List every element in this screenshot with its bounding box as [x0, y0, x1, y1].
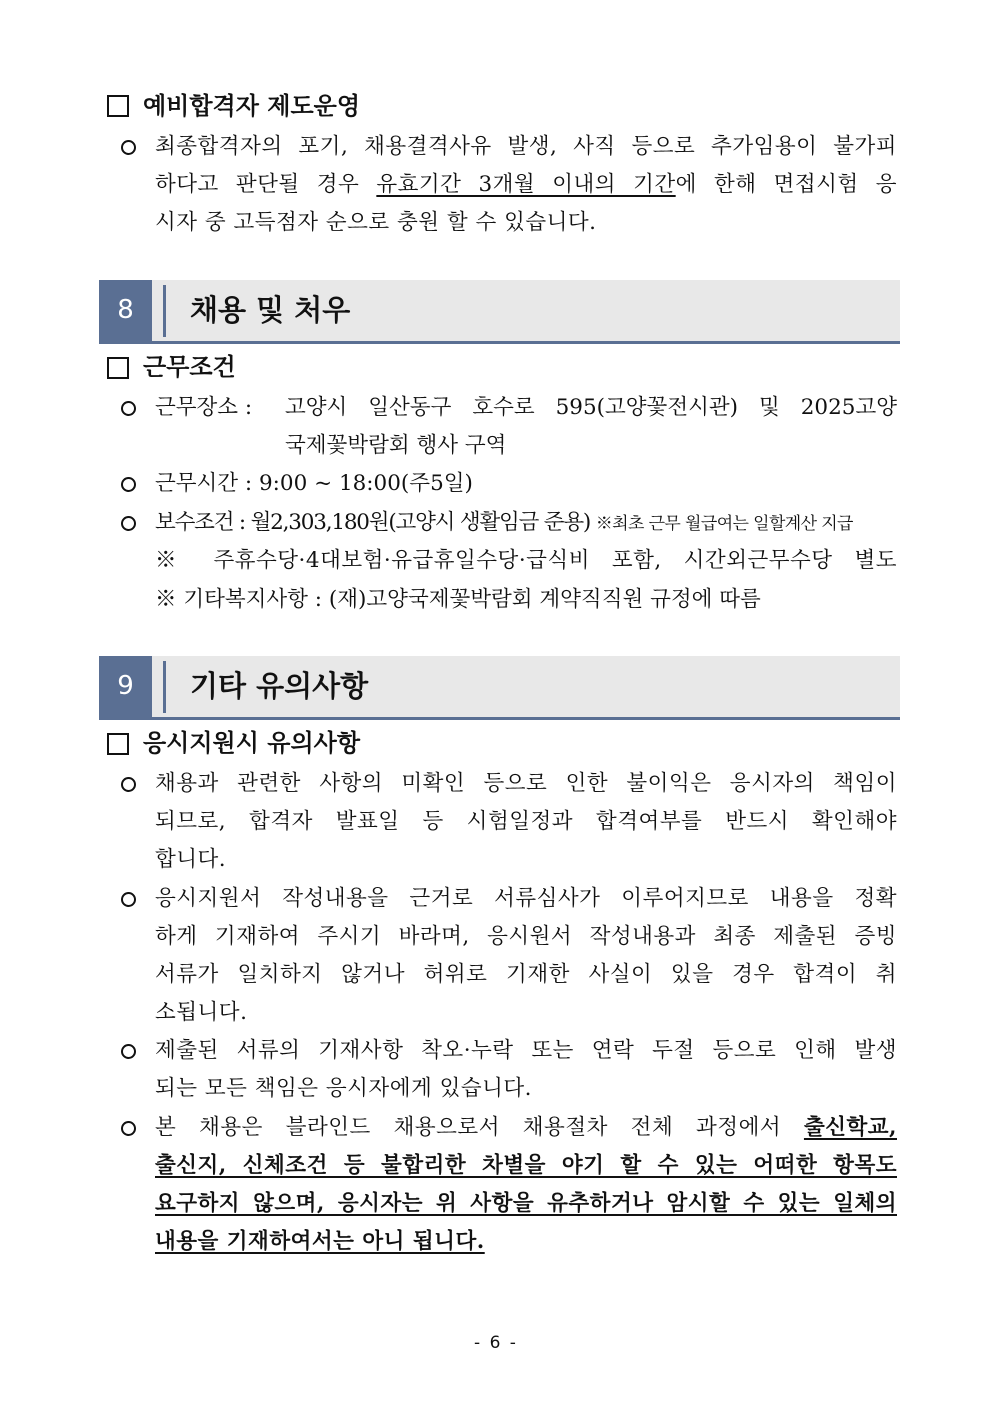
bullet-circle-icon — [121, 401, 136, 416]
bold-underlined-text: 출신학교, — [803, 1115, 897, 1140]
paragraph-line: 소됩니다. — [155, 1000, 248, 1025]
pay-note: ※최초 근무 월급여는 일할계산 지급 — [595, 514, 853, 534]
underlined-text: 유효기간 3개월 이내의 기간 — [376, 172, 676, 197]
bold-underlined-text: 요구하지 않으며, 응시자는 위 사항을 유추하거나 암시할 수 있는 일체의 — [155, 1191, 897, 1216]
bold-underlined-text: 내용을 기재하여서는 아니 됩니다. — [155, 1229, 485, 1254]
welfare-note: ※ 기타복지사항 : (재)고양국제꽃박람회 계약직직원 규정에 따름 — [155, 587, 761, 612]
pay-main: 보수조건 : 월2,303,180원(고양시 생활임금 준용) — [155, 510, 596, 535]
paragraph-line — [155, 1153, 897, 1179]
subheading-work-conditions: 근무조건 — [143, 353, 236, 381]
section-header-9 — [99, 656, 900, 720]
paragraph-line — [155, 1115, 897, 1141]
subheading-application-notes: 응시지원시 유의사항 — [143, 729, 361, 757]
text-span: 에 한해 면접시험 응 — [675, 172, 898, 197]
text-span: 하다고 판단될 경우 — [155, 172, 377, 197]
checkbox-square-icon — [107, 95, 129, 117]
section-divider — [163, 661, 166, 713]
paragraph-line — [155, 1229, 897, 1255]
text-span: 본 채용은 블라인드 채용으로서 채용절차 전체 과정에서 — [155, 1115, 804, 1140]
paragraph-line: 제출된 서류의 기재사항 착오·누락 또는 연락 두절 등으로 인해 발생 — [155, 1038, 897, 1063]
benefit-note: ※ 주휴수당·4대보험·유급휴일수당·급식비 포함, 시간외근무수당 별도 — [155, 548, 897, 573]
work-place-value-cont: 국제꽃박람회 행사 구역 — [285, 433, 507, 458]
pay-conditions — [155, 510, 853, 537]
paragraph-line — [155, 172, 897, 198]
paragraph-line: 되는 모든 책임은 응시자에게 있습니다. — [155, 1076, 532, 1101]
bullet-circle-icon — [121, 140, 136, 155]
section-number: 9 — [99, 656, 152, 717]
bold-underlined-text: 출신지, 신체조건 등 불합리한 차별을 야기 할 수 있는 어떠한 항목도 — [155, 1153, 897, 1178]
section-title: 기타 유의사항 — [190, 669, 369, 703]
paragraph-line: 시자 중 고득점자 순으로 충원 할 수 있습니다. — [155, 210, 597, 235]
section-title: 채용 및 처우 — [190, 293, 351, 327]
work-place-value: 고양시 일산동구 호수로 595(고양꽃전시관) 및 2025고양 — [285, 395, 897, 420]
work-hours: 근무시간 : 9:00 ~ 18:00(주5일) — [155, 471, 473, 496]
bullet-circle-icon — [121, 516, 136, 531]
paragraph-line: 응시지원서 작성내용을 근거로 서류심사가 이루어지므로 내용을 정확 — [155, 886, 897, 911]
checkbox-square-icon — [107, 733, 129, 755]
checkbox-square-icon — [107, 357, 129, 379]
section-divider — [163, 285, 166, 337]
bullet-circle-icon — [121, 1121, 136, 1136]
paragraph-line: 하게 기재하여 주시기 바라며, 응시원서 작성내용과 최종 제출된 증빙 — [155, 924, 897, 949]
paragraph-line: 최종합격자의 포기, 채용결격사유 발생, 사직 등으로 추가임용이 불가피 — [155, 134, 897, 159]
work-place-label: 근무장소 : — [155, 395, 253, 420]
paragraph-line: 채용과 관련한 사항의 미확인 등으로 인한 불이익은 응시자의 책임이 — [155, 771, 897, 796]
section-number: 8 — [99, 280, 152, 341]
bullet-circle-icon — [121, 892, 136, 907]
bullet-circle-icon — [121, 1044, 136, 1059]
paragraph-line: 되므로, 합격자 발표일 등 시험일정과 합격여부를 반드시 확인해야 — [155, 809, 897, 834]
bullet-circle-icon — [121, 777, 136, 792]
bullet-circle-icon — [121, 477, 136, 492]
paragraph-line: 서류가 일치하지 않거나 허위로 기재한 사실이 있을 경우 합격이 취 — [155, 962, 897, 987]
paragraph-line: 합니다. — [155, 847, 227, 872]
subheading-reserve-candidates: 예비합격자 제도운영 — [143, 92, 361, 120]
section-header-8 — [99, 280, 900, 344]
paragraph-line — [155, 1191, 897, 1217]
page-number: - 6 - — [474, 1333, 518, 1353]
